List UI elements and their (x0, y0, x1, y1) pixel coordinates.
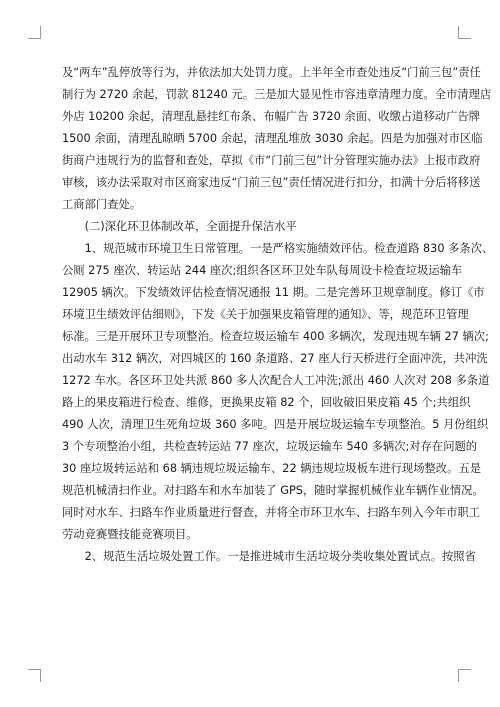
text-line: 1272 车水。各区环卫处共派 860 多人次配合人工冲洗;派出 460 人次对 208 多条道 (62, 374, 490, 387)
text-line: 规范机械清扫作业。对扫路车和水车加装了 GPS，随时掌握机械作业车辆作业情况。 (62, 484, 484, 497)
text-line: 街商户违规行为的监督和查处，草拟《市“门前三包”计分管理实施办法》上报市政府 (62, 154, 481, 167)
section-heading: (二)深化环卫体制改革，全面提升保洁水平 (62, 220, 297, 233)
text-line: 3 个专项整治小组，共检查转运站 77 座次，垃圾运输车 540 多辆次;对存在问题的 (62, 440, 478, 453)
text-line: 公厕 275 座次、转运站 244 座次;组织各区环卫处车队每周设卡检查垃圾运输车 (62, 264, 463, 277)
text-line: 劳动竞赛暨技能竞赛项目。 (62, 528, 198, 541)
text-line: 30 座垃圾转运站和 68 辆违规垃圾运输车、22 辆违规垃圾板车进行现场整改。五是 (62, 462, 481, 475)
text-line: 标准。三是开展环卫专项整治。检查垃圾运输车 400 多辆次，发现违规车辆 27 辆次; (62, 330, 489, 343)
text-line: 外店 10200 余起，清理乱悬挂红布条、布幅广告 3720 余面、收缴占道移动广告牌 (62, 110, 480, 123)
crop-mark-bottom-right (458, 669, 471, 682)
text-line: 1、规范城市环境卫生日常管理。一是严格实施绩效评估。检查道路 830 多条次、 (62, 242, 494, 255)
text-line: 路上的果皮箱进行检查、维修，更换果皮箱 82 个，回收破旧果皮箱 45 个;共组织 (62, 396, 471, 409)
text-line: 12905 辆次。下发绩效评估检查情况通报 11 期。二是完善环卫规章制度。修订《市 (62, 286, 485, 299)
crop-mark-top-left (28, 26, 41, 39)
text-line: 出动水车 312 辆次，对四城区的 160 条道路、27 座人行天桥进行全面冲洗，共冲洗 (62, 352, 488, 365)
text-line: 490 人次，清理卫生死角垃圾 360 多吨。四是开展垃圾运输车专项整治。5 月份组织 (62, 418, 489, 431)
text-line: 及“两车”乱停放等行为，并依法加大处罚力度。上半年全市查处违反“门前三包”责任 (62, 66, 481, 79)
text-line: 审核，该办法采取对市区商家违反“门前三包”责任情况进行扣分，扣满十分后将移送 (62, 176, 481, 189)
text-line: 同时对水车、扫路车作业质量进行督查，并将全市环卫水车、扫路车列入今年市职工 (62, 506, 480, 519)
text-line: 1500 余面，清理乱晾晒 5700 余起，清理乱堆放 3030 余起。四是为加强对市区临 (62, 132, 483, 145)
text-line: 2、规范生活垃圾处置工作。一是推进城市生活垃圾分类收集处置试点。按照省 (62, 550, 476, 563)
crop-mark-top-right (458, 26, 471, 39)
text-line: 工商部门查处。 (62, 198, 142, 211)
crop-mark-bottom-left (28, 669, 41, 682)
text-line: 环境卫生绩效评估细则》，下发《关于加强果皮箱管理的通知》、等，规范环卫管理 (62, 308, 469, 321)
document-body (62, 62, 494, 568)
text-line: 制行为 2720 余起，罚款 81240 元。三是加大显见性市容违章清理力度。全市清理店 (62, 88, 492, 101)
